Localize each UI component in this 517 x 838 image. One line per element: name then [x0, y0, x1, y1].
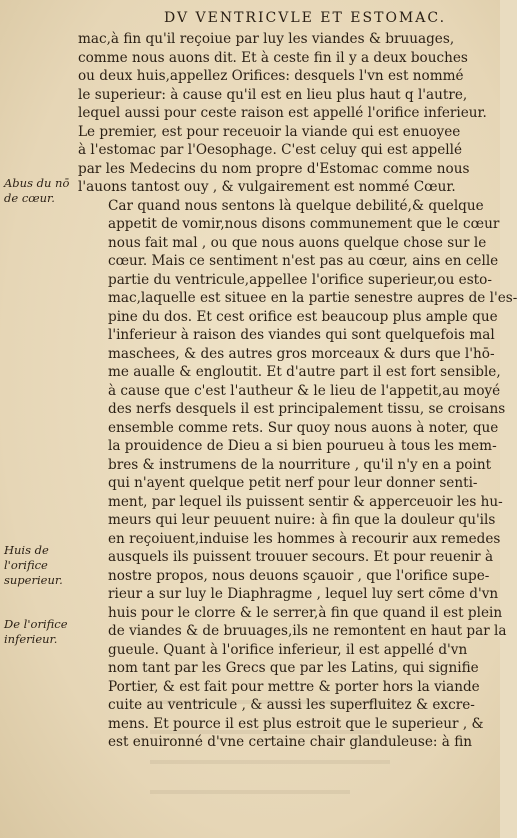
- text-line: qui n'ayent quelque petit nerf pour leur donner senti-: [108, 475, 478, 491]
- text-line: mens. Et pource il est plus estroit que le superieur , &: [108, 715, 484, 732]
- text-line: mac,à fin qu'il reçoiue par luy les viandes & bruuages,: [78, 31, 455, 47]
- text-line: rieur a sur luy le Diaphragme , lequel luy sert cōme d'vn: [108, 586, 499, 602]
- text-line: ment, par lequel ils puissent sentir & apperceuoir les hu-: [108, 493, 503, 510]
- text-line: la prouidence de Dieu a si bien pourueu à tous les mem-: [108, 438, 497, 454]
- text-line: de viandes & de bruuages,ils ne remontent en haut par la: [108, 623, 507, 639]
- text-line: nostre propos, nous deuons sçauoir , que l'orifice supe-: [108, 567, 490, 584]
- text-line: maschees, & des autres gros morceaux & durs que l'hō-: [108, 345, 495, 362]
- text-line: comme nous auons dit. Et à ceste fin il y a deux bouches: [78, 49, 468, 66]
- text-line: à cause que c'est l'autheur & le lieu de l'appetit,au moyé: [108, 382, 501, 399]
- text-line: ensemble comme rets. Sur quoy nous auons à noter, que: [108, 419, 499, 436]
- text-line: partie du ventricule,appellee l'orifice superieur,ou esto-: [108, 271, 492, 288]
- margin-note: Huis de l'orifice superieur.: [4, 543, 63, 587]
- text-line: Le premier, est pour receuoir la viande qui est enuoyee: [78, 123, 461, 140]
- text-line: est enuironné d'vne certaine chair glanduleuse: à fin: [108, 734, 473, 750]
- text-line: ou deux huis,appellez Orifices: desquels l'vn est nommé: [78, 68, 464, 84]
- text-line: bres & instrumens de la nourriture , qu'il n'y en a point: [108, 456, 492, 473]
- text-line: cuite au ventricule , & aussi les superfluitez & excre-: [108, 697, 475, 713]
- text-line: meurs qui leur peuuent nuire: à fin que la douleur qu'ils: [108, 512, 496, 528]
- text-line: à l'estomac par l'Oesophage. C'est celuy qui est appellé: [78, 142, 463, 158]
- margin-note: Abus du nō de cœur.: [4, 176, 70, 205]
- text-line: Car quand nous sentons là quelque debilité,& quelque: [108, 197, 484, 214]
- text-line: Portier, & est fait pour mettre & porter hors la viande: [108, 678, 480, 695]
- margin-note: De l'orifice inferieur.: [4, 617, 68, 646]
- text-line: le superieur: à cause qu'il est en lieu plus haut q l'autre,: [78, 86, 468, 103]
- text-line: huis pour le clorre & le serrer,à fin que quand il est plein: [108, 604, 503, 621]
- text-line: l'inferieur à raison des viandes qui sont quelquefois mal: [108, 327, 495, 343]
- text-line: cœur. Mais ce sentiment n'est pas au cœur, ains en celle: [108, 253, 499, 269]
- text-line: pine du dos. Et cest orifice est beaucoup plus ample que: [108, 308, 498, 325]
- text-line: mac,laquelle est situee en la partie senestre aupres de l'es-: [108, 290, 517, 306]
- running-header: DV VENTRICVLE ET ESTOMAC.: [163, 10, 447, 26]
- text-line: ausquels ils puissent trouuer secours. Et pour reuenir à: [108, 549, 494, 565]
- text-line: appetit de vomir,nous disons communement que le cœur: [108, 216, 500, 232]
- text-line: nom tant par les Grecs que par les Latins, qui signifie: [108, 660, 479, 676]
- paper-show-through: [150, 690, 400, 810]
- text-line: nous fait mal , ou que nous auons quelque chose sur le: [108, 234, 487, 251]
- text-line: l'auons tantost ouy , & vulgairement est nommé Cœur.: [78, 179, 456, 195]
- body-text: [78, 30, 517, 752]
- text-line: en reçoiuent,induise les hommes à recourir aux remedes: [108, 530, 501, 547]
- text-line: par les Medecins du nom propre d'Estomac comme nous: [78, 160, 470, 177]
- text-line: gueule. Quant à l'orifice inferieur, il est appellé d'vn: [108, 641, 468, 658]
- text-line: lequel aussi pour ceste raison est appellé l'orifice inferieur.: [78, 105, 487, 121]
- text-line: me aualle & engloutit. Et d'autre part il est fort sensible,: [108, 364, 501, 380]
- text-line: des nerfs desquels il est principalement tissu, se croisans: [108, 401, 506, 417]
